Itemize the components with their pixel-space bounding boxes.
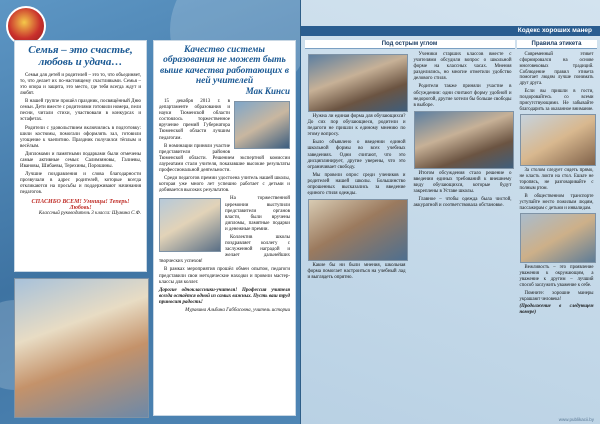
etiquette-paragraph: В общественном транспорте уступайте место пожилым людям, пассажирам с детьми и инвалидам. (519, 193, 594, 211)
quality-paragraph: 15 декабря 2013 г. в департаменте образования и науки Тюменской области состоялось торжественное вручение премий Губернатора Тюменской области лучшим педагогам. (159, 99, 230, 141)
uniform-paragraph: Ученики старших классов вместе с учителями обсудили вопрос о школьной форме на классных часах. Мнения разделились, но многие отметили удобство делового стиля. (413, 52, 512, 82)
etiquette-paragraph: Современный этикет сформировался на основе многовековых традиций. Соблюдение правил этикета помогает людям лучше понимать друг друга. (519, 52, 594, 87)
teacher-photo (159, 198, 221, 252)
uniform-photo (308, 54, 408, 112)
quality-paragraph: В рамках мероприятия прошёл обмен опытом, педагоги представили свои методические находки и провели мастер-классы для коллег. (159, 267, 290, 285)
etiquette-column (517, 50, 597, 418)
family-paragraph: Родители с удовольствием включились в подготовку: шили костюмы, помогали оформлять зал, готовили угощение к чаепитию. Праздник получился тёплым и весёлым. (20, 125, 141, 149)
uniform-paragraph: Родители также приняли участие в обсуждении: одни считают форму удобной и недорогой, другие хотели бы больше свободы в выборе. (413, 84, 512, 108)
quality-signature: Муравина Альбина Габбасовна, учитель истории (185, 308, 290, 313)
students-photo (308, 199, 408, 261)
etiquette-photo (520, 213, 596, 263)
family-paragraph: В нашей группе прошёл праздник, посвящённый Дню семьи. Дети вместе с родителями готовили номера, пели песни, читали стихи, участвовали в конкурсах и эстафетах. (20, 99, 141, 123)
family-paragraph: Семья для детей и родителей – это то, что объединяет, то, что делает их по-настоящему счастливыми. Семья – это опора и защита, это место, где тебя всегда ждут и любят. (20, 72, 141, 97)
etiquette-paragraph: Вежливость – это проявление уважения к окружающим, а уважение к другим – лучший способ заслужить уважение к себе. (519, 265, 594, 288)
quality-article-title: Качество системы образования не может быть выше качества работающих в ней учителей (159, 45, 290, 86)
classroom-photo (414, 111, 514, 169)
quality-article (153, 40, 296, 416)
quality-paragraph: Коллектив школы поздравляет коллегу с заслуженной наградой и желает дальнейших творческих успехов! (159, 234, 290, 265)
etiquette-continuation: (Продолжение в следующем номере) (519, 304, 594, 316)
family-thanks: СПАСИБО ВСЕМ! Умницы! Теперь! Любовь! (31, 198, 130, 211)
uniform-paragraph: Нужна ли единая форма для обучающихся? До сих пор обучающиеся, родители и педагоги не пришли к единому мнению по этому вопросу. (307, 114, 406, 138)
quality-closing: Дорогие одноклассники-учителя! Профессия учителя всегда остаётся одной из самых важных. Пусть ваш труд приносит радость! (159, 287, 290, 305)
quality-paragraph: Среди педагогов премии удостоена учитель нашей школы, которая уже много лет успешно работает с детьми и добивается высоких результатов. (159, 176, 290, 194)
etiquette-paragraph: Помните: хорошие манеры украшают человека! (519, 290, 594, 302)
quality-article-author: Мак Кинси (245, 86, 290, 96)
uniform-column-1 (305, 50, 409, 418)
uniform-paragraph: Итогом обсуждения стало решение о введении единых требований к внешнему виду обучающихся, которые будут закреплены в Уставе школы. (413, 170, 512, 195)
family-signature: Классный руководитель 3 класса: Шумина С.Ф. (38, 210, 141, 216)
etiquette-photo (520, 114, 596, 166)
family-paragraph: Дипломами и памятными подарками были отмечены самые активные семьи: Салимзяновы, Галиевы, Ивановы, Шибаевы, Терехины, Порошины. (20, 151, 141, 170)
uniform-column-2 (411, 50, 515, 418)
column-title-etiquette: Правила этикета (517, 40, 597, 49)
quality-paragraph: На торжественной церемонии выступили представители органов власти, были вручены дипломы, памятные подарки и денежные премии. (225, 196, 290, 232)
family-article-title: Семья – это счастье, любовь и удача… (28, 44, 133, 68)
award-photo (234, 101, 290, 149)
right-page (300, 0, 600, 424)
watermark: www.publikacii.by (558, 417, 594, 422)
family-article (14, 40, 147, 272)
quality-paragraph: В номинации приняли участие представители районов Тюменской области. Решением экспертной комиссии лауреатами стали учителя, показавшие высокие результаты профессиональной деятельности. (159, 143, 290, 174)
uniform-paragraph: Было объявлено о введении единой школьной формы во всех учебных заведениях. Одни считают, что это дисциплинирует, другие уверены, что это ограничивает свободу. (307, 140, 406, 170)
uniform-paragraph: Какие бы ни были мнения, школьная форма помогает настроиться на учебный лад и выглядеть опрятно. (307, 263, 406, 281)
etiquette-paragraph: За столом следует сидеть прямо, не класть локти на стол. Ешьте не торопясь, не разговаривайте с полным ртом. (519, 168, 594, 191)
family-photo (14, 278, 149, 418)
etiquette-paragraph: Если вы пришли в гости, поздоровайтесь со всеми присутствующими. Не забывайте благодарить за оказанное внимание. (519, 89, 594, 112)
section-header: Кодекс хороших манер (517, 27, 592, 34)
family-paragraph: Лучшие поздравления и слова благодарности прозвучали в адрес родителей, которые всегда откликаются на просьбы и поддерживают начинания педагогов. (20, 172, 141, 196)
uniform-paragraph: Мы провели опрос среди учеников и родителей нашей школы. Большинство опрошенных высказались за введение единого стиля одежды. (307, 172, 406, 197)
column-title-sharp-angle: Под острым углом (305, 40, 515, 49)
uniform-paragraph: Главное – чтобы одежда была чистой, аккуратной и соответствовала обстановке. (413, 197, 512, 209)
